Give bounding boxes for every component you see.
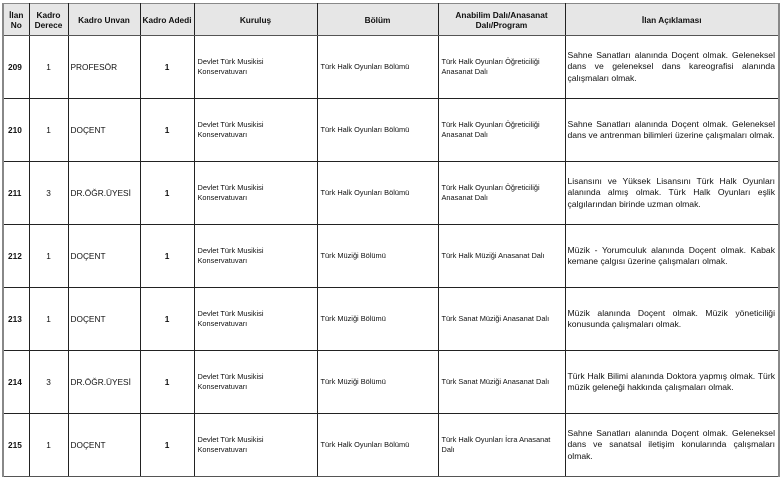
cell-ilan-no: 212 <box>3 225 29 288</box>
cell-ilan-no: 215 <box>3 414 29 477</box>
cell-ilan-no: 210 <box>3 99 29 162</box>
cell-kadro-derece: 3 <box>29 162 68 225</box>
table-row <box>3 351 779 414</box>
cell-kadro-adedi: 1 <box>140 225 194 288</box>
ilan-table <box>2 3 780 477</box>
header-kadro-derece: Kadro Derece <box>29 4 68 36</box>
cell-kadro-unvan: DR.ÖĞR.ÜYESİ <box>68 351 140 414</box>
header-kadro-unvan: Kadro Unvan <box>68 4 140 36</box>
cell-kadro-derece: 1 <box>29 99 68 162</box>
table-row <box>3 99 779 162</box>
cell-kadro-unvan: DR.ÖĞR.ÜYESİ <box>68 162 140 225</box>
cell-kadro-adedi: 1 <box>140 288 194 351</box>
header-ilan-no: İlan No <box>3 4 29 36</box>
cell-ilan-no: 213 <box>3 288 29 351</box>
cell-bolum: Türk Halk Oyunları Bölümü <box>317 99 438 162</box>
cell-kadro-derece: 1 <box>29 288 68 351</box>
table-row <box>3 288 779 351</box>
cell-kadro-unvan: PROFESÖR <box>68 36 140 99</box>
cell-kadro-adedi: 1 <box>140 162 194 225</box>
cell-ilan-no: 214 <box>3 351 29 414</box>
table-row <box>3 162 779 225</box>
cell-kadro-adedi: 1 <box>140 36 194 99</box>
cell-anabilim: Türk Sanat Müziği Anasanat Dalı <box>438 351 565 414</box>
cell-bolum: Türk Müziği Bölümü <box>317 225 438 288</box>
cell-kurulus: Devlet Türk Musikisi Konservatuvarı <box>194 351 317 414</box>
cell-kadro-unvan: DOÇENT <box>68 99 140 162</box>
cell-kadro-unvan: DOÇENT <box>68 225 140 288</box>
cell-aciklama: Lisansını ve Yüksek Lisansını Türk Halk Oyunları alanında almış olmak. Türk Halk Oyunları eşlik çalgılarından birinde uzman olmak. <box>565 162 779 225</box>
cell-bolum: Türk Halk Oyunları Bölümü <box>317 36 438 99</box>
cell-bolum: Türk Halk Oyunları Bölümü <box>317 162 438 225</box>
cell-ilan-no: 209 <box>3 36 29 99</box>
cell-aciklama: Müzik - Yorumculuk alanında Doçent olmak. Kabak kemane çalgısı üzerine çalışmaları olmak. <box>565 225 779 288</box>
cell-kadro-derece: 3 <box>29 351 68 414</box>
cell-bolum: Türk Halk Oyunları Bölümü <box>317 414 438 477</box>
cell-kurulus: Devlet Türk Musikisi Konservatuvarı <box>194 225 317 288</box>
cell-anabilim: Türk Halk Oyunları Öğreticiliği Anasanat Dalı <box>438 99 565 162</box>
cell-kadro-unvan: DOÇENT <box>68 288 140 351</box>
header-anabilim: Anabilim Dalı/Anasanat Dalı/Program <box>438 4 565 36</box>
cell-bolum: Türk Müziği Bölümü <box>317 288 438 351</box>
cell-kadro-derece: 1 <box>29 36 68 99</box>
header-kurulus: Kuruluş <box>194 4 317 36</box>
cell-kurulus: Devlet Türk Musikisi Konservatuvarı <box>194 36 317 99</box>
cell-kurulus: Devlet Türk Musikisi Konservatuvarı <box>194 288 317 351</box>
cell-anabilim: Türk Halk Oyunları Öğreticiliği Anasanat Dalı <box>438 36 565 99</box>
table-row <box>3 36 779 99</box>
header-bolum: Bölüm <box>317 4 438 36</box>
table-row <box>3 414 779 477</box>
cell-bolum: Türk Müziği Bölümü <box>317 351 438 414</box>
cell-kadro-unvan: DOÇENT <box>68 414 140 477</box>
cell-anabilim: Türk Halk Oyunları Öğreticiliği Anasanat Dalı <box>438 162 565 225</box>
cell-aciklama: Müzik alanında Doçent olmak. Müzik yöneticiliği konusunda çalışmaları olmak. <box>565 288 779 351</box>
cell-aciklama: Türk Halk Bilimi alanında Doktora yapmış olmak. Türk müzik geleneği hakkında çalışmaları olmak. <box>565 351 779 414</box>
cell-aciklama: Sahne Sanatları alanında Doçent olmak. Geleneksel dans ve geleneksel dans kareografisi alanında çalışmaları olmak. <box>565 36 779 99</box>
cell-kadro-adedi: 1 <box>140 351 194 414</box>
cell-anabilim: Türk Sanat Müziği Anasanat Dalı <box>438 288 565 351</box>
cell-kurulus: Devlet Türk Musikisi Konservatuvarı <box>194 414 317 477</box>
table-row <box>3 225 779 288</box>
cell-ilan-no: 211 <box>3 162 29 225</box>
header-aciklama: İlan Açıklaması <box>565 4 779 36</box>
header-kadro-adedi: Kadro Adedi <box>140 4 194 36</box>
cell-kadro-derece: 1 <box>29 414 68 477</box>
cell-kurulus: Devlet Türk Musikisi Konservatuvarı <box>194 99 317 162</box>
table-header-row <box>3 4 779 36</box>
cell-kadro-derece: 1 <box>29 225 68 288</box>
cell-kadro-adedi: 1 <box>140 99 194 162</box>
cell-anabilim: Türk Halk Oyunları İcra Anasanat Dalı <box>438 414 565 477</box>
cell-aciklama: Sahne Sanatları alanında Doçent olmak. Geleneksel dans ve antrenman bilimleri üzerine çalışmaları olmak. <box>565 99 779 162</box>
cell-kadro-adedi: 1 <box>140 414 194 477</box>
cell-kurulus: Devlet Türk Musikisi Konservatuvarı <box>194 162 317 225</box>
cell-aciklama: Sahne Sanatları alanında Doçent olmak. Geleneksel dans ve sanatsal iletişim konularında çalışmaları olmak. <box>565 414 779 477</box>
cell-anabilim: Türk Halk Müziği Anasanat Dalı <box>438 225 565 288</box>
